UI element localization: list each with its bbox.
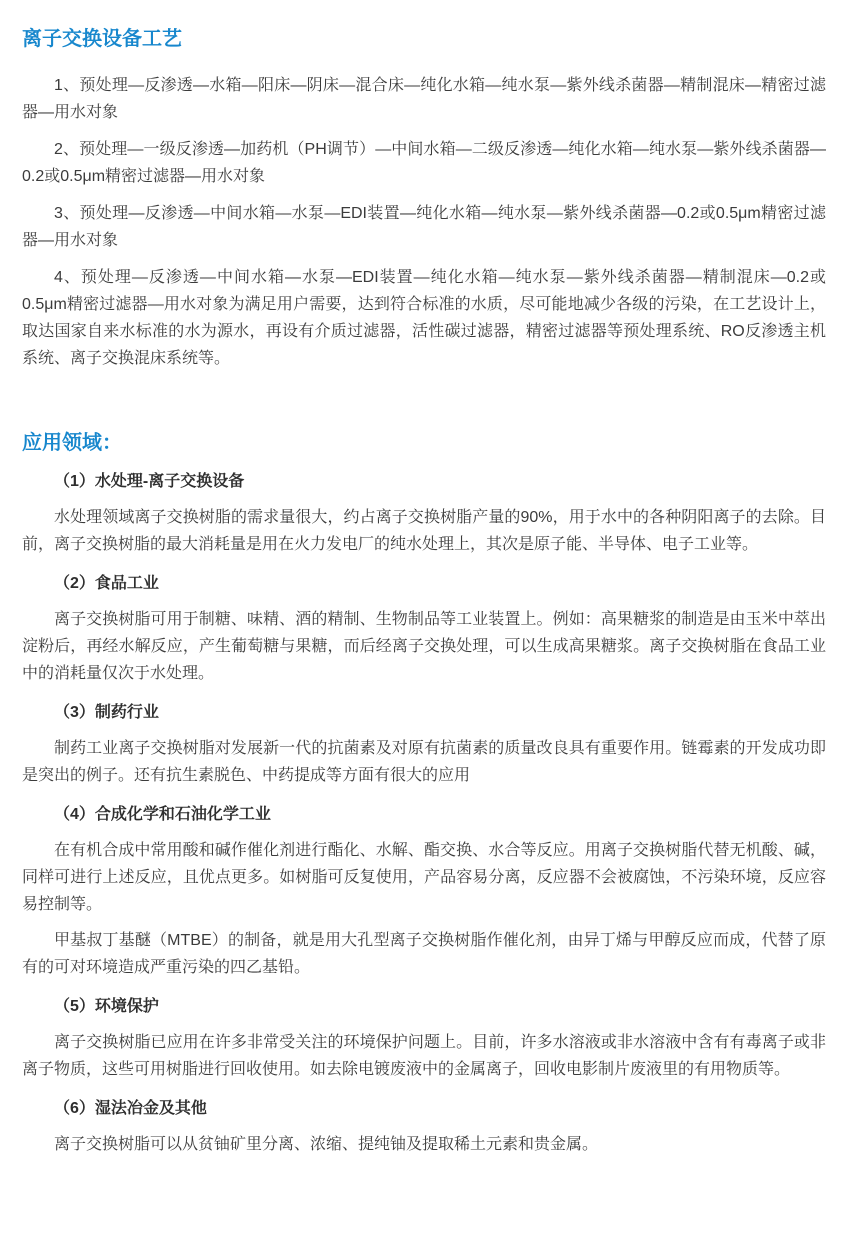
application-paragraph: 离子交换树脂可用于制糖、味精、酒的精制、生物制品等工业装置上。例如：高果糖浆的制造是由玉米中萃出淀粉后，再经水解反应，产生葡萄糖与果糖，而后经离子交换处理，可以生成高果糖浆。离子交换树脂在食品工业中的消耗量仅次于水处理。 bbox=[22, 611, 826, 682]
process-step-1: 1、预处理—反渗透—水箱—阳床—阴床—混合床—纯化水箱—纯水泵—紫外线杀菌器—精制混床—精密过滤器—用水对象 bbox=[22, 77, 826, 121]
application-section-hydrometallurgy bbox=[22, 1096, 826, 1158]
application-section-pharma bbox=[22, 700, 826, 789]
application-paragraph: 甲基叔丁基醚（MTBE）的制备，就是用大孔型离子交换树脂作催化剂，由异丁烯与甲醇反应而成，代替了原有的可对环境造成严重污染的四乙基铅。 bbox=[22, 932, 826, 976]
application-paragraph: 在有机合成中常用酸和碱作催化剂进行酯化、水解、酯交换、水合等反应。用离子交换树脂代替无机酸、碱，同样可进行上述反应，且优点更多。如树脂可反复使用，产品容易分离，反应器不会被腐蚀，不污染环境，反应容易控制等。 bbox=[22, 842, 826, 913]
application-section-environment bbox=[22, 994, 826, 1083]
application-heading: （1）水处理-离子交换设备 bbox=[54, 473, 245, 490]
applications-section-title: 应用领域： bbox=[22, 432, 122, 454]
application-heading: （6）湿法冶金及其他 bbox=[54, 1100, 207, 1117]
application-paragraph: 离子交换树脂可以从贫铀矿里分离、浓缩、提纯铀及提取稀土元素和贵金属。 bbox=[54, 1136, 599, 1153]
application-paragraph: 水处理领域离子交换树脂的需求量很大，约占离子交换树脂产量的90%，用于水中的各种阴阳离子的去除。目前，离子交换树脂的最大消耗量是用在火力发电厂的纯水处理上，其次是原子能、半导体、电子工业等。 bbox=[22, 509, 826, 553]
application-heading: （3）制药行业 bbox=[54, 704, 159, 721]
application-paragraph: 离子交换树脂已应用在许多非常受关注的环境保护问题上。目前，许多水溶液或非水溶液中含有有毒离子或非离子物质，这些可用树脂进行回收使用。如去除电镀废液中的金属离子，回收电影制片废液里的有用物质等。 bbox=[22, 1034, 826, 1078]
application-section-water-treatment bbox=[22, 469, 826, 558]
application-section-food-industry bbox=[22, 571, 826, 687]
application-heading: （2）食品工业 bbox=[54, 575, 159, 592]
process-step-2: 2、预处理—一级反渗透—加药机（PH调节）—中间水箱—二级反渗透—纯化水箱—纯水泵—紫外线杀菌器—0.2或0.5μm精密过滤器—用水对象 bbox=[22, 141, 826, 185]
process-section-title: 离子交换设备工艺 bbox=[22, 28, 182, 50]
application-section-synthetic-chemistry bbox=[22, 802, 826, 981]
process-step-4: 4、预处理—反渗透—中间水箱—水泵—EDI装置—纯化水箱—纯水泵—紫外线杀菌器—精制混床—0.2或0.5μm精密过滤器—用水对象为满足用户需要，达到符合标准的水质，尽可能地减少各级的污染，在工艺设计上，取达国家自来水标准的水为源水，再设有介质过滤器，活性碳过滤器，精密过滤器等预处理系统、RO反渗透主机系统、离子交换混床系统等。 bbox=[22, 269, 826, 367]
application-heading: （5）环境保护 bbox=[54, 998, 159, 1015]
application-paragraph: 制药工业离子交换树脂对发展新一代的抗菌素及对原有抗菌素的质量改良具有重要作用。链霉素的开发成功即是突出的例子。还有抗生素脱色、中药提成等方面有很大的应用 bbox=[22, 740, 826, 784]
application-heading: （4）合成化学和石油化学工业 bbox=[54, 806, 271, 823]
process-step-3: 3、预处理—反渗透—中间水箱—水泵—EDI装置—纯化水箱—纯水泵—紫外线杀菌器—0.2或0.5μm精密过滤器—用水对象 bbox=[22, 205, 826, 249]
